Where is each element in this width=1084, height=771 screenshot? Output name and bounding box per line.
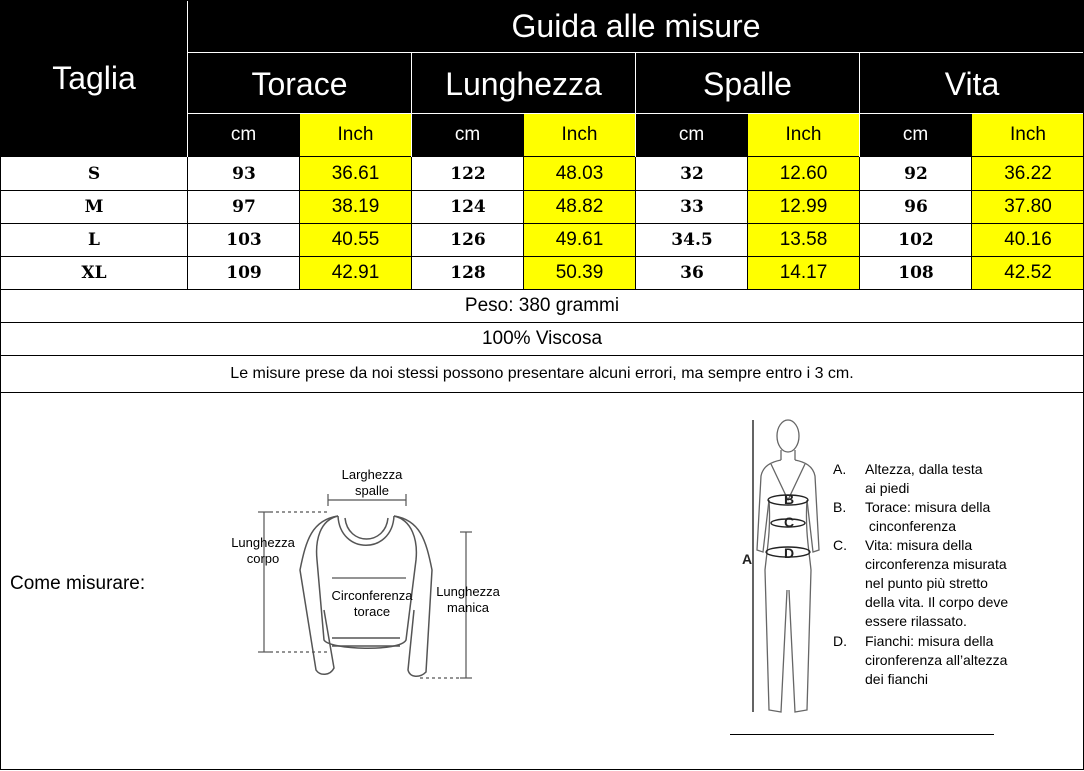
- unit-cm: cm: [188, 114, 299, 156]
- cell-waist-cm: 92: [904, 163, 928, 184]
- marker-a: A: [741, 551, 753, 567]
- cell-shoulders-inch: 12.99: [748, 190, 859, 223]
- legend-item-a: A. Altezza, dalla testa ai piedi: [833, 461, 983, 496]
- cell-shoulders-inch: 13.58: [748, 223, 859, 256]
- cell-waist-cm: 108: [898, 262, 934, 283]
- legend-item-c: C. Vita: misura della circonferenza misurata nel punto più stretto della vita. Il corpo deve essere rilassato.: [833, 537, 1009, 629]
- cell-length-inch: 48.82: [524, 190, 635, 223]
- grid-line: [0, 223, 1084, 224]
- cell-chest-inch: 40.55: [300, 223, 411, 256]
- cell-shoulders-inch: 12.60: [748, 157, 859, 190]
- header-divider: [188, 52, 1084, 53]
- row-size-label: L: [88, 229, 100, 250]
- cell-waist-cm: 102: [898, 229, 934, 250]
- cell-chest-cm: 103: [226, 229, 262, 250]
- cell-shoulders-inch: 14.17: [748, 256, 859, 289]
- group-header-chest: Torace: [188, 54, 411, 114]
- cell-chest-inch: 36.61: [300, 157, 411, 190]
- cell-waist-cm: 96: [904, 196, 928, 217]
- unit-inch: Inch: [972, 114, 1084, 156]
- body-figure-diagram: [735, 410, 835, 720]
- cell-length-cm: 124: [450, 196, 486, 217]
- label-chest-circumference: Circonferenza torace: [331, 588, 413, 619]
- group-header-length: Lunghezza: [412, 54, 635, 114]
- cell-length-inch: 49.61: [524, 223, 635, 256]
- cell-shoulders-cm: 34.5: [671, 229, 713, 250]
- cell-chest-cm: 97: [232, 196, 256, 217]
- legend-letter: D.: [833, 633, 847, 649]
- grid-line: [411, 157, 412, 289]
- grid-line: [0, 392, 1084, 393]
- cell-waist-inch: 40.16: [972, 223, 1084, 256]
- cell-waist-inch: 36.22: [972, 157, 1084, 190]
- how-to-measure-label: Come misurare:: [10, 573, 146, 594]
- cell-length-cm: 122: [450, 163, 486, 184]
- row-size-label: M: [84, 196, 104, 217]
- unit-cm: cm: [636, 114, 747, 156]
- row-size-label: XL: [81, 262, 107, 283]
- unit-inch: Inch: [524, 114, 635, 156]
- grid-line: [747, 157, 748, 289]
- cell-shoulders-cm: 32: [680, 163, 704, 184]
- marker-d: D: [783, 545, 795, 561]
- grid-line: [971, 157, 972, 289]
- label-body-length: Lunghezza corpo: [231, 535, 295, 566]
- legend-letter: C.: [833, 537, 847, 553]
- cell-waist-inch: 37.80: [972, 190, 1084, 223]
- legend-item-d: D. Fianchi: misura della cironferenza all’altezza dei fianchi: [833, 633, 1008, 687]
- unit-cm: cm: [412, 114, 523, 156]
- figure-baseline: [730, 734, 994, 735]
- legend-item-b: B. Torace: misura della cinconferenza: [833, 499, 991, 534]
- label-shoulder-width: Larghezza spalle: [341, 467, 403, 498]
- unit-inch: Inch: [300, 114, 411, 156]
- grid-line: [859, 157, 860, 289]
- weight-info: Peso: 380 grammi: [464, 295, 620, 316]
- label-sleeve-length: Lunghezza manica: [436, 584, 500, 615]
- cell-length-inch: 48.03: [524, 157, 635, 190]
- table-title: Guida alle misure: [188, 0, 1084, 52]
- material-info: 100% Viscosa: [481, 328, 603, 349]
- legend-letter: B.: [833, 499, 847, 515]
- grid-line: [0, 190, 1084, 191]
- cell-waist-inch: 42.52: [972, 256, 1084, 289]
- cell-chest-cm: 109: [226, 262, 262, 283]
- cell-chest-inch: 38.19: [300, 190, 411, 223]
- legend-letter: A.: [833, 461, 847, 477]
- row-size-label: S: [87, 163, 101, 184]
- unit-cm: cm: [860, 114, 971, 156]
- cell-length-inch: 50.39: [524, 256, 635, 289]
- cell-shoulders-cm: 36: [680, 262, 704, 283]
- cell-length-cm: 126: [450, 229, 486, 250]
- cell-chest-inch: 42.91: [300, 256, 411, 289]
- cell-shoulders-cm: 33: [680, 196, 704, 217]
- size-column-header: Taglia: [0, 0, 188, 157]
- cell-length-cm: 128: [450, 262, 486, 283]
- cell-chest-cm: 93: [232, 163, 256, 184]
- group-header-waist: Vita: [860, 54, 1084, 114]
- grid-line: [635, 157, 636, 289]
- grid-line: [0, 256, 1084, 257]
- grid-line: [187, 157, 188, 289]
- grid-line: [299, 157, 300, 289]
- group-header-shoulders: Spalle: [636, 54, 859, 114]
- grid-line: [523, 157, 524, 289]
- marker-b: B: [783, 491, 795, 507]
- measurement-note: Le misure prese da noi stessi possono presentare alcuni errori, ma sempre entro i 3 cm.: [230, 365, 854, 382]
- marker-c: C: [783, 514, 795, 530]
- unit-inch: Inch: [748, 114, 859, 156]
